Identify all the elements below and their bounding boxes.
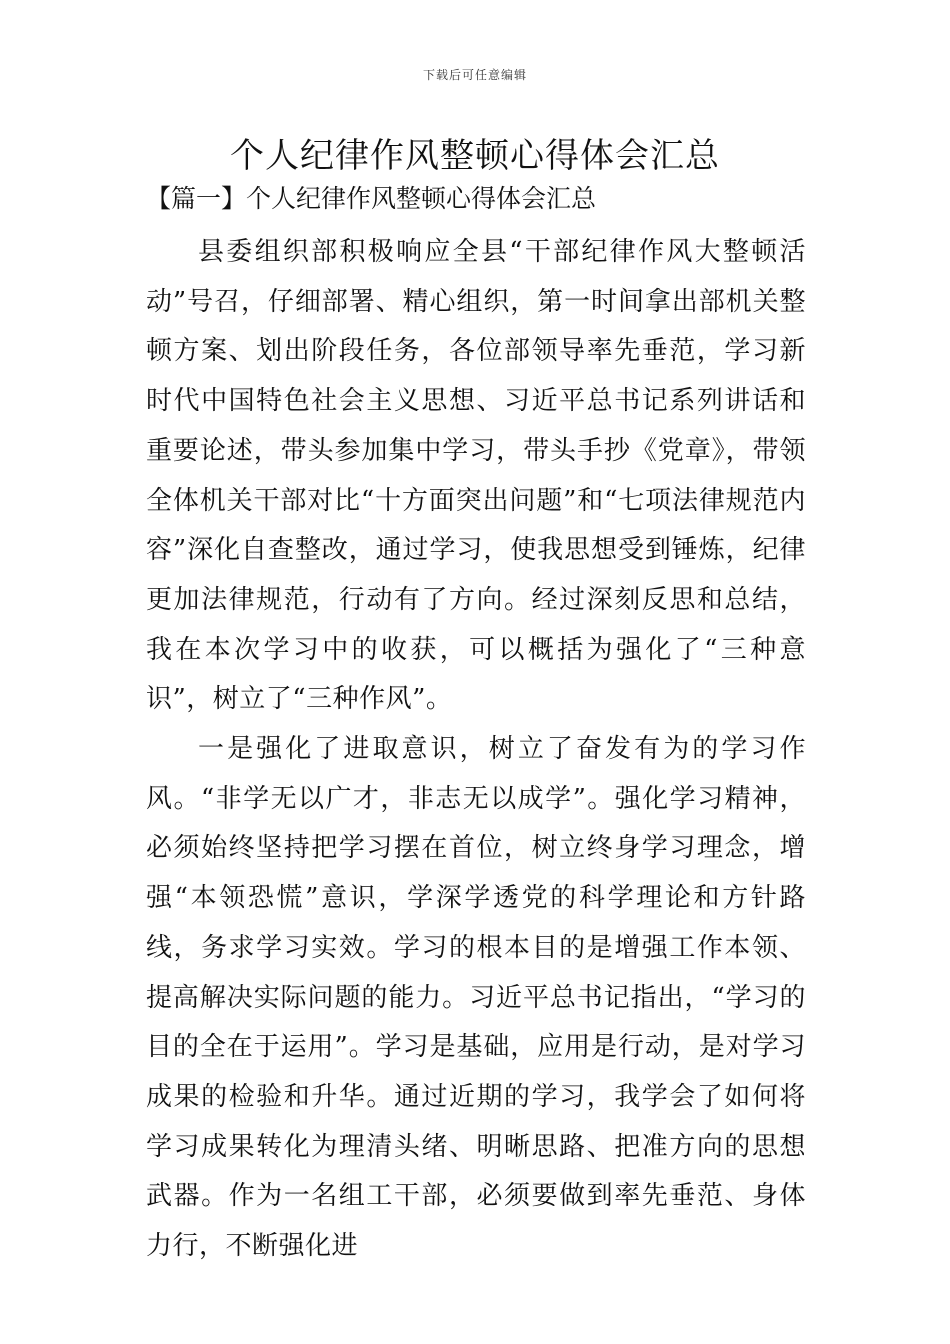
body-text [146, 228, 806, 1272]
paragraph: 一是强化了进取意识，树立了奋发有为的学习作风。“非学无以广才，非志无以成学”。强化学习精神，必须始终坚持把学习摆在首位，树立终身学习理念，增强“本领恐慌”意识，学深学透党的科学理论和方针路线，务求学习实效。学习的根本目的是增强工作本领、提高解决实际问题的能力。习近平总书记指出，“学习的目的全在于运用”。学习是基础，应用是行动，是对学习成果的检验和升华。通过近期的学习，我学会了如何将学习成果转化为理清头绪、明晰思路、把准方向的思想武器。作为一名组工干部，必须要做到率先垂范、身体力行，不断强化进 [146, 734, 806, 1262]
paragraph: 县委组织部积极响应全县“干部纪律作风大整顿活动”号召，仔细部署、精心组织，第一时间拿出部机关整顿方案、划出阶段任务，各位部领导率先垂范，学习新时代中国特色社会主义思想、习近平总书记系列讲话和重要论述，带头参加集中学习，带头手抄《党章》，带领全体机关干部对比“十方面突出问题”和“七项法律规范内容”深化自查整改，通过学习，使我思想受到锤炼，纪律更加法律规范，行动有了方向。经过深刻反思和总结，我在本次学习中的收获，可以概括为强化了“三种意识”，树立了“三种作风”。 [146, 237, 806, 715]
header-note: 下载后可任意编辑 [422, 68, 527, 82]
section-heading: 【篇一】个人纪律作风整顿心得体会汇总 [146, 184, 597, 213]
document-title: 个人纪律作风整顿心得体会汇总 [230, 136, 720, 176]
